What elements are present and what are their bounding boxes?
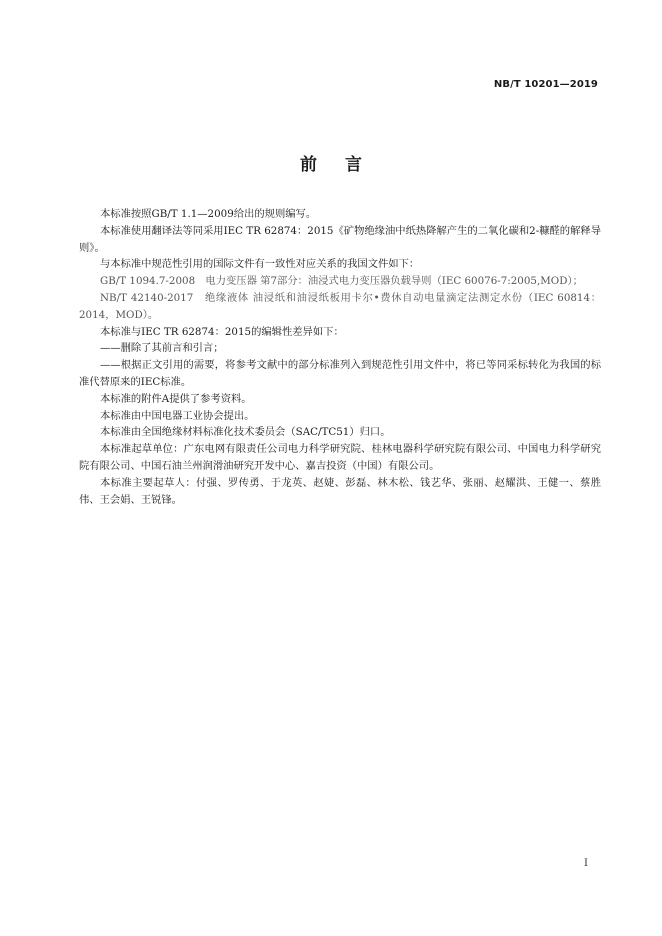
paragraph-editorial-differences: 本标准与IEC TR 62874：2015的编辑性差异如下： bbox=[100, 325, 344, 338]
paragraph-difference-2: ——根据正文引用的需要，将参考文献中的部分标准列入到规范性引用文件中，将已等同采标转化为我国的标准代替原来的IEC标准。 bbox=[79, 359, 601, 388]
paragraph-annex: 本标准的附件A提供了参考资料。 bbox=[100, 392, 252, 405]
paragraph-ref-nbt42140: NB/T 42140-2017 绝缘液体 油浸纸和油浸纸板用卡尔•费休自动电量滴定法测定水份（IEC 60814：2014，MOD）。 bbox=[79, 291, 601, 321]
foreword-body bbox=[79, 206, 601, 508]
paragraph-corresponding-docs: 与本标准中规范性引用的国际文件有一致性对应关系的我国文件如下： bbox=[100, 258, 420, 271]
paragraph-under-jurisdiction: 本标准由全国绝缘材料标准化技术委员会（SAC/TC51）归口。 bbox=[100, 426, 391, 439]
paragraph-drafting-units: 本标准起草单位：广东电网有限责任公司电力科学研究院、桂林电器科学研究院有限公司、中国电力科学研究院有限公司、中国石油兰州润滑油研究开发中心、嘉吉投资（中国）有限公司。 bbox=[79, 443, 601, 472]
paragraph-ref-gbt1094: GB/T 1094.7-2008 电力变压器 第7部分：油浸式电力变压器负载导则（IEC 60076-7:2005,MOD）； bbox=[100, 275, 583, 288]
page-title: 前言 bbox=[300, 155, 390, 175]
paragraph-difference-1: ——删除了其前言和引言； bbox=[100, 342, 224, 355]
paragraph-adoption: 本标准使用翻译法等同采用IEC TR 62874：2015《矿物绝缘油中纸热降解产生的二氧化碳和2-糠醛的解释导则》。 bbox=[79, 224, 601, 254]
document-code: NB/T 10201—2019 bbox=[493, 79, 598, 90]
page-number: I bbox=[584, 858, 588, 869]
paragraph-drafters: 本标准主要起草人：付强、罗传勇、于龙英、赵婕、彭磊、林木松、钱艺华、张丽、赵耀洪、王健一、蔡胜伟、王会娟、王锐锋。 bbox=[79, 476, 601, 506]
paragraph-proposed-by: 本标准由中国电器工业协会提出。 bbox=[100, 409, 255, 422]
paragraph-drafting-rules: 本标准按照GB/T 1.1—2009给出的规则编写。 bbox=[100, 208, 317, 220]
